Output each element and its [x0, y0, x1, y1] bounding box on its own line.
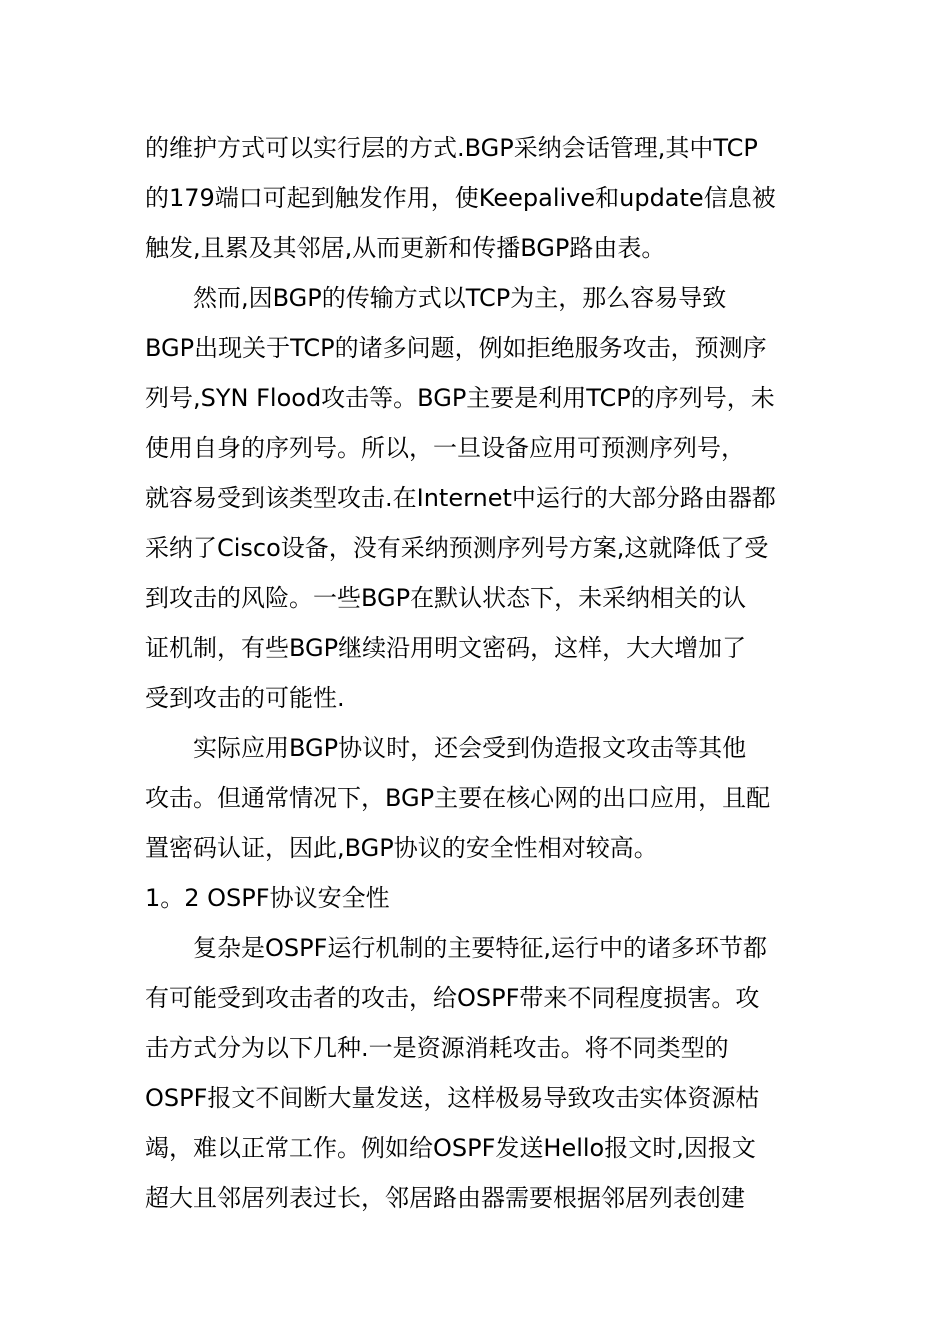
text-line: BGP出现关于TCP的诸多问题，例如拒绝服务攻击，预测序	[145, 334, 767, 362]
text-line: 受到攻击的可能性.	[145, 684, 345, 712]
paragraph-start-line: 然而,因BGP的传输方式以TCP为主，那么容易导致	[193, 284, 727, 312]
text-line: 攻击。但通常情况下，BGP主要在核心网的出口应用，且配	[145, 784, 771, 812]
text-line: 击方式分为以下几种.一是资源消耗攻击。将不同类型的	[145, 1034, 729, 1062]
text-line: 有可能受到攻击者的攻击，给OSPF带来不同程度损害。攻	[145, 984, 760, 1012]
text-line: 的维护方式可以实行层的方式.BGP采纳会话管理,其中TCP	[145, 134, 758, 162]
text-line: OSPF报文不间断大量发送，这样极易导致攻击实体资源枯	[145, 1084, 760, 1112]
paragraph-start-line: 复杂是OSPF运行机制的主要特征,运行中的诸多环节都	[193, 934, 768, 962]
text-line: 触发,且累及其邻居,从而更新和传播BGP路由表。	[145, 234, 666, 262]
text-line: 置密码认证，因此,BGP协议的安全性相对较高。	[145, 834, 658, 862]
text-line: 证机制，有些BGP继续沿用明文密码，这样，大大增加了	[145, 634, 747, 662]
text-line: 就容易受到该类型攻击.在Internet中运行的大部分路由器都	[145, 484, 776, 512]
text-line: 到攻击的风险。一些BGP在默认状态下，未采纳相关的认	[145, 584, 747, 612]
text-line: 使用自身的序列号。所以，一旦设备应用可预测序列号，	[145, 434, 745, 462]
text-line: 的179端口可起到触发作用，使Keepalive和update信息被	[145, 184, 776, 212]
paragraph-start-line: 实际应用BGP协议时，还会受到伪造报文攻击等其他	[193, 734, 747, 762]
text-line: 采纳了Cisco设备，没有采纳预测序列号方案,这就降低了受	[145, 534, 769, 562]
text-line: 竭，难以正常工作。例如给OSPF发送Hello报文时,因报文	[145, 1134, 756, 1162]
section-heading: 1。2 OSPF协议安全性	[145, 884, 390, 912]
text-line: 超大且邻居列表过长，邻居路由器需要根据邻居列表创建	[145, 1184, 745, 1212]
text-line: 列号,SYN Flood攻击等。BGP主要是利用TCP的序列号，未	[145, 384, 775, 412]
document-body	[145, 123, 810, 1223]
